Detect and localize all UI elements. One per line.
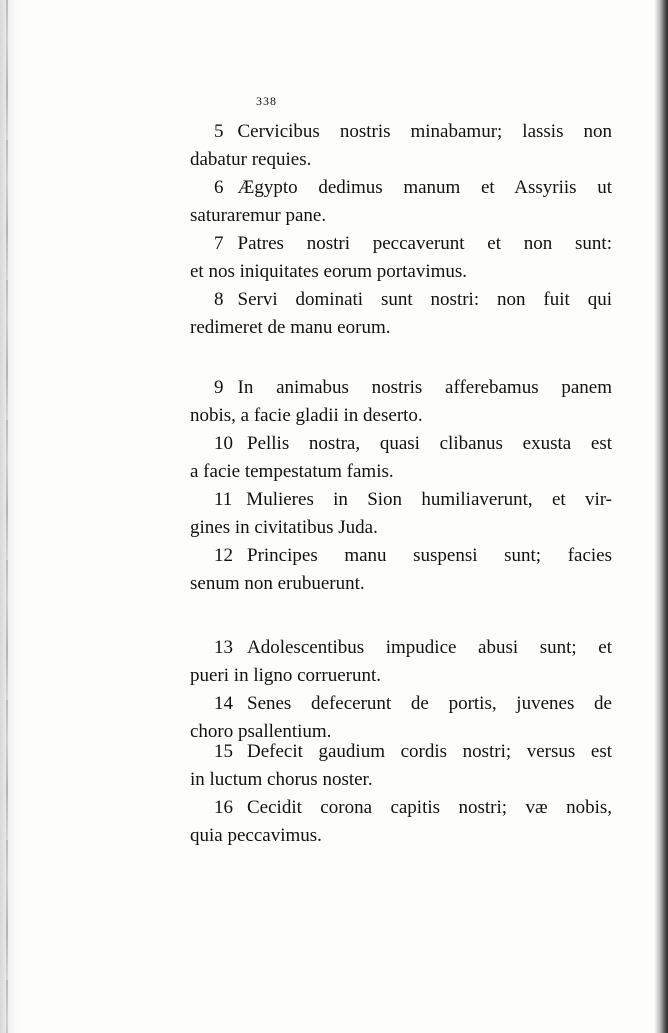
- verse-number: 15: [214, 741, 233, 762]
- verse-text: Cecidit corona capitis nostri; væ nobis,: [247, 797, 612, 818]
- verse-line: [190, 690, 612, 718]
- verse-text: Servi dominati sunt nostri: non fuit qui: [237, 289, 612, 310]
- verse-number: 10: [214, 433, 233, 454]
- verse-text: Adolescentibus impudice abusi sunt; et: [247, 637, 612, 658]
- verse-line: pueri in ligno corruerunt.: [190, 665, 382, 686]
- verse-line: in luctum chorus noster.: [190, 769, 373, 790]
- verse-text: Patres nostri peccaverunt et non sunt:: [237, 233, 612, 254]
- verse-line: saturaremur pane.: [190, 205, 327, 226]
- verse-line: quia peccavimus.: [190, 825, 322, 846]
- verse-text: In animabus nostris afferebamus panem: [237, 377, 612, 398]
- verse-line: dabatur requies.: [190, 149, 312, 170]
- verse-line: [190, 794, 612, 822]
- verse-text: Cervicibus nostris minabamur; lassis non: [237, 121, 612, 142]
- verse-line: [190, 174, 612, 202]
- verse-line: [190, 430, 612, 458]
- verse-line: [190, 634, 612, 662]
- verse-number: 5: [214, 121, 224, 142]
- verse-line: a facie tempestatum famis.: [190, 461, 394, 482]
- verse-line: [190, 230, 612, 258]
- verse-number: 6: [214, 177, 224, 198]
- verse-number: 11: [214, 489, 233, 510]
- verse-10: [190, 430, 612, 486]
- verse-12: [190, 542, 612, 598]
- verse-line: [190, 738, 612, 766]
- verse-text: Principes manu suspensi sunt; facies: [247, 545, 612, 566]
- verse-line: gines in civitatibus Juda.: [190, 517, 378, 538]
- verse-text: Defecit gaudium cordis nostri; versus est: [247, 741, 612, 762]
- page-left-edge: [0, 0, 22, 1033]
- verse-number: 9: [214, 377, 224, 398]
- verse-text: Mulieres in Sion humiliaverunt, et vir-: [246, 489, 612, 510]
- verse-16: [190, 794, 612, 850]
- verse-text: Pellis nostra, quasi clibanus exusta est: [247, 433, 612, 454]
- verse-number: 14: [214, 693, 233, 714]
- verse-number: 16: [214, 797, 233, 818]
- verse-text: Ægypto dedimus manum et Assyriis ut: [237, 177, 612, 198]
- verse-8: [190, 286, 612, 342]
- verse-line: [190, 486, 612, 514]
- verse-13: [190, 634, 612, 690]
- verse-line: choro psallentium.: [190, 721, 332, 742]
- verse-line: [190, 286, 612, 314]
- verse-line: et nos iniquitates eorum portavimus.: [190, 261, 468, 282]
- verse-number: 8: [214, 289, 224, 310]
- page-right-edge: [654, 0, 668, 1033]
- verse-6: [190, 174, 612, 230]
- page-number: 338: [256, 94, 277, 108]
- verse-11: [190, 486, 612, 542]
- verse-5: [190, 118, 612, 174]
- verse-9: [190, 374, 612, 430]
- verse-line: redimeret de manu eorum.: [190, 317, 391, 338]
- verse-line: [190, 374, 612, 402]
- page-binding-shadow: [6, 0, 8, 1033]
- verse-line: [190, 118, 612, 146]
- verse-7: [190, 230, 612, 286]
- verse-number: 7: [214, 233, 224, 254]
- verse-15: [190, 738, 612, 794]
- verse-line: [190, 542, 612, 570]
- verse-number: 12: [214, 545, 233, 566]
- verse-line: senum non erubuerunt.: [190, 573, 365, 594]
- verse-line: nobis, a facie gladii in deserto.: [190, 405, 423, 426]
- verse-number: 13: [214, 637, 233, 658]
- verse-text: Senes defecerunt de portis, juvenes de: [247, 693, 612, 714]
